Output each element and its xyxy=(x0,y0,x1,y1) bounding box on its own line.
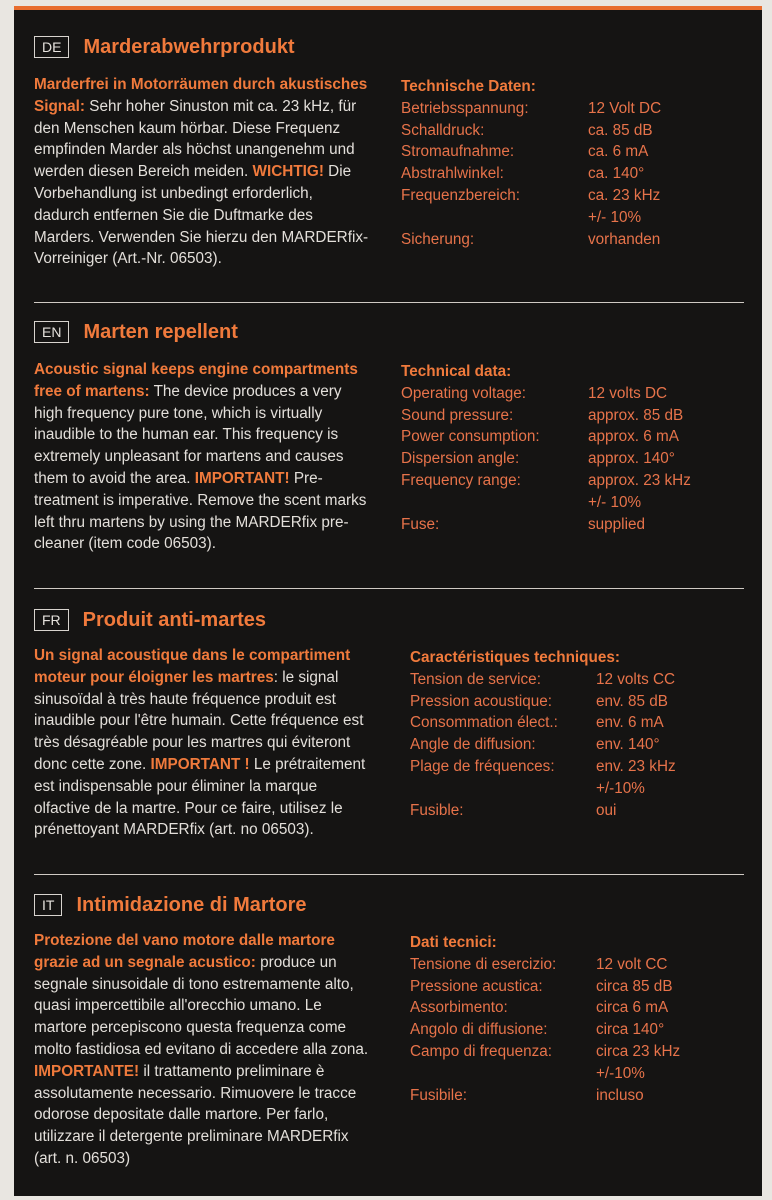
spec-label xyxy=(410,1063,596,1085)
spec-label: Operating voltage: xyxy=(401,384,527,402)
description xyxy=(34,359,369,555)
spec-row xyxy=(401,207,661,229)
spec-row xyxy=(401,185,661,207)
spec-value: env. 85 dB xyxy=(596,692,669,710)
description-lead: Acoustic signal keeps engine compartments free of martens: xyxy=(34,361,358,400)
section-title: Marten repellent xyxy=(83,321,238,343)
spec-row xyxy=(410,800,676,822)
spec-value: ca. 140° xyxy=(588,165,645,183)
section-title: Intimidazione di Martore xyxy=(76,894,307,916)
section-header xyxy=(34,892,306,918)
spec-label: Frequency range: xyxy=(401,471,521,489)
technical-data xyxy=(401,361,691,535)
spec-label xyxy=(401,207,588,229)
spec-row xyxy=(401,514,691,536)
spec-row xyxy=(410,1063,680,1085)
spec-label: Angolo di diffusione: xyxy=(410,1021,548,1039)
spec-value: circa 6 mA xyxy=(596,999,669,1017)
section-header xyxy=(34,607,266,633)
spec-value: 12 volts DC xyxy=(588,384,668,402)
spec-label: Stromaufnahme: xyxy=(401,143,515,161)
language-tag: FR xyxy=(34,609,69,631)
spec-value: vorhanden xyxy=(588,230,661,248)
spec-label: Campo di frequenza: xyxy=(410,1042,553,1060)
spec-row xyxy=(401,229,661,251)
spec-row xyxy=(401,448,691,470)
technical-data-title: Dati tecnici: xyxy=(410,934,497,951)
technical-data xyxy=(401,76,661,250)
spec-label xyxy=(401,492,588,514)
description-text: Le prétraitement est indispensable pour éliminer la marque olfactive de la martre. Pour ce faire, utilisez le prénettoyant MARDERfix (art. no 06503). xyxy=(34,755,366,839)
spec-label: Tension de service: xyxy=(410,670,541,688)
spec-row xyxy=(401,492,691,514)
important-label: IMPORTANT ! xyxy=(150,755,250,773)
spec-row xyxy=(410,756,676,778)
spec-row xyxy=(401,383,691,405)
spec-label: Abstrahlwinkel: xyxy=(401,165,504,183)
section-divider xyxy=(34,874,744,875)
spec-row xyxy=(410,997,680,1019)
spec-value: env. 6 mA xyxy=(596,714,664,732)
spec-value: 12 volts CC xyxy=(596,670,676,688)
technical-data-title: Caractéristiques techniques: xyxy=(410,649,620,666)
description-text: produce un segnale sinusoidale di tono estremamente alto, quasi impercettibile all'orecchio umano. Le martore percepiscono questa frequenza come molto fastidiosa ed evitano di accedere alla zona. xyxy=(34,953,369,1058)
technical-data-title: Technical data: xyxy=(401,363,512,380)
spec-row xyxy=(410,712,676,734)
spec-label: Fuse: xyxy=(401,515,440,533)
spec-label: Dispersion angle: xyxy=(401,450,520,468)
spec-value: approx. 6 mA xyxy=(588,428,679,446)
section-divider xyxy=(34,588,744,589)
description xyxy=(34,930,369,1170)
description-text: Die Vorbehandlung ist unbedingt erforderlich, dadurch entfernen Sie die Duftmarke des Marders. Verwenden Sie hierzu den MARDERfix-Vorreiniger (Art.-Nr. 06503). xyxy=(34,163,369,268)
technical-data xyxy=(410,932,680,1106)
spec-label: Tensione di esercizio: xyxy=(410,955,557,973)
description-lead: Protezione del vano motore dalle martore grazie ad un segnale acustico: xyxy=(34,932,335,971)
spec-row xyxy=(401,141,661,163)
spec-row xyxy=(410,778,676,800)
spec-value: env. 140° xyxy=(596,736,660,754)
spec-value: 12 volt CC xyxy=(596,955,668,973)
spec-row xyxy=(401,163,661,185)
description-text: il trattamento preliminare è assolutamente necessario. Rimuovere le tracce odorose depositate dalle martore. Per farlo, utilizzare il detergente preliminare MARDERfix (art. n. 06503) xyxy=(34,1062,357,1167)
spec-value: approx. 85 dB xyxy=(588,406,684,424)
description-lead: Un signal acoustique dans le compartiment moteur pour éloigner les martres xyxy=(34,647,351,686)
spec-row xyxy=(401,470,691,492)
spec-row xyxy=(410,1019,680,1041)
language-tag: DE xyxy=(34,36,69,58)
description-lead: Marderfrei in Motorräumen durch akustisches Signal: xyxy=(34,76,368,115)
spec-row xyxy=(410,691,676,713)
spec-label: Pressione acustica: xyxy=(410,977,543,995)
spec-label: Frequenzbereich: xyxy=(401,186,521,204)
important-label: WICHTIG! xyxy=(252,163,324,181)
spec-value: approx. 140° xyxy=(588,450,675,468)
language-tag: EN xyxy=(34,321,69,343)
description-text: The device produces a very high frequency pure tone, which is virtually inaudible to the human ear. This frequency is extremely unpleasant for martens and causes them to avoid the area. xyxy=(34,382,344,487)
spec-value: ca. 85 dB xyxy=(588,121,653,139)
spec-row xyxy=(401,405,691,427)
spec-label: Schalldruck: xyxy=(401,121,485,139)
spec-label: Fusibile: xyxy=(410,1086,467,1104)
section-header xyxy=(34,319,238,345)
spec-value: circa 85 dB xyxy=(596,977,673,995)
spec-label: Power consumption: xyxy=(401,428,540,446)
spec-value: oui xyxy=(596,801,617,819)
section-title: Marderabwehrprodukt xyxy=(83,36,295,58)
description xyxy=(34,645,369,841)
spec-label: Assorbimento: xyxy=(410,999,508,1017)
spec-value: approx. 23 kHz xyxy=(588,471,691,489)
spec-value: circa 23 kHz xyxy=(596,1042,681,1060)
technical-data-title: Technische Daten: xyxy=(401,78,536,95)
description xyxy=(34,74,369,270)
spec-row xyxy=(401,98,661,120)
spec-label: Consommation élect.: xyxy=(410,714,558,732)
spec-label: Fusible: xyxy=(410,801,464,819)
spec-row xyxy=(410,669,676,691)
spec-label: Angle de diffusion: xyxy=(410,736,536,754)
spec-value: circa 140° xyxy=(596,1021,665,1039)
spec-value: env. 23 kHz xyxy=(596,757,676,775)
section-divider xyxy=(34,302,744,303)
technical-data xyxy=(410,647,676,821)
spec-label: Pression acoustique: xyxy=(410,692,553,710)
spec-row xyxy=(410,1085,680,1107)
spec-value: +/- 10% xyxy=(588,208,642,226)
spec-label xyxy=(410,778,596,800)
spec-row xyxy=(401,426,691,448)
spec-value: supplied xyxy=(588,515,645,533)
packaging-panel xyxy=(14,6,762,1196)
spec-row xyxy=(410,734,676,756)
important-label: IMPORTANTE! xyxy=(34,1062,140,1080)
spec-row xyxy=(410,976,680,998)
spec-row xyxy=(410,1041,680,1063)
spec-value: incluso xyxy=(596,1086,644,1104)
spec-value: +/-10% xyxy=(596,1064,645,1082)
spec-value: +/-10% xyxy=(596,779,645,797)
spec-row xyxy=(410,954,680,976)
section-title: Produit anti-martes xyxy=(82,609,267,631)
description-text: Sehr hoher Sinuston mit ca. 23 kHz, für den Menschen kaum hörbar. Diese Frequenz empfinden Marder als höchst unangenehm und werden diesen Bereich meiden. xyxy=(34,97,357,181)
important-label: IMPORTANT! xyxy=(194,469,290,487)
description-text: Pre-treatment is imperative. Remove the scent marks left thru martens by using the MARDERfix pre-cleaner (item code 06503). xyxy=(34,469,367,553)
spec-label: Sound pressure: xyxy=(401,406,514,424)
spec-value: +/- 10% xyxy=(588,493,642,511)
description-text: : le signal sinusoïdal à très haute fréquence produit est inaudible pour l'être humain. Cette fréquence est très désagréable pour les martres qui éviteront donc cette zone. xyxy=(34,668,364,773)
spec-value: ca. 6 mA xyxy=(588,143,649,161)
spec-value: 12 Volt DC xyxy=(588,99,662,117)
spec-value: ca. 23 kHz xyxy=(588,186,661,204)
spec-row xyxy=(401,120,661,142)
spec-label: Plage de fréquences: xyxy=(410,757,555,775)
spec-label: Betriebsspannung: xyxy=(401,99,529,117)
section-header xyxy=(34,34,295,60)
spec-label: Sicherung: xyxy=(401,230,475,248)
language-tag: IT xyxy=(34,894,62,916)
